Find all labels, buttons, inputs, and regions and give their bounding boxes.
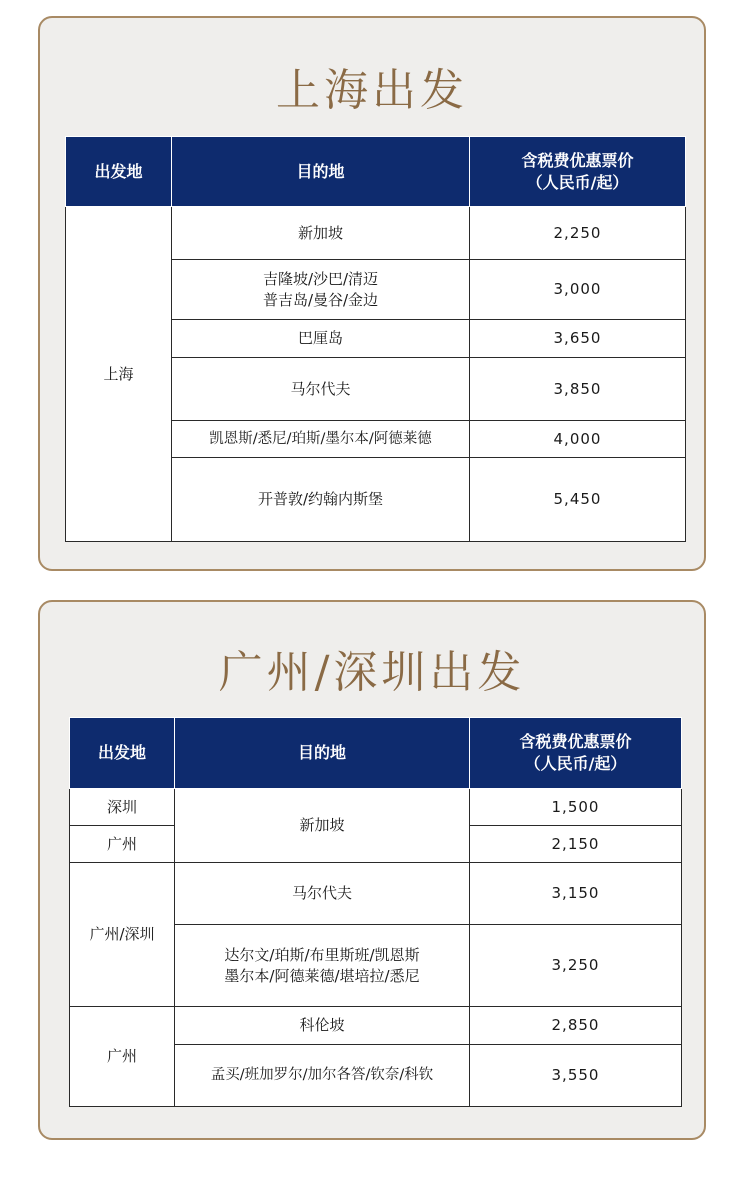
destination-cell: 科伦坡 bbox=[175, 1007, 470, 1045]
destination-cell: 马尔代夫 bbox=[172, 358, 470, 421]
table-row bbox=[70, 789, 682, 826]
price-cell: 3,000 bbox=[470, 260, 686, 320]
destination-cell: 马尔代夫 bbox=[175, 863, 470, 925]
destination-cell: 吉隆坡/沙巴/清迈 普吉岛/曼谷/金边 bbox=[172, 260, 470, 320]
price-cell: 5,450 bbox=[470, 458, 686, 542]
fare-table bbox=[65, 136, 686, 542]
price-cell: 3,550 bbox=[470, 1045, 682, 1107]
card-title: 上海出发 bbox=[276, 65, 468, 116]
price-cell: 4,000 bbox=[470, 421, 686, 458]
price-cell: 1,500 bbox=[470, 789, 682, 826]
header-destination: 目的地 bbox=[172, 137, 470, 207]
fare-table bbox=[69, 717, 682, 1107]
price-cell: 3,850 bbox=[470, 358, 686, 421]
table-header-row bbox=[66, 137, 686, 207]
origin-cell: 广州/深圳 bbox=[70, 863, 175, 1007]
price-cell: 3,150 bbox=[470, 863, 682, 925]
destination-cell: 孟买/班加罗尔/加尔各答/钦奈/科钦 bbox=[175, 1045, 470, 1107]
table-row bbox=[66, 207, 686, 260]
destination-cell: 凯恩斯/悉尼/珀斯/墨尔本/阿德莱德 bbox=[172, 421, 470, 458]
header-price: 含税费优惠票价 （人民币/起） bbox=[470, 137, 686, 207]
header-origin: 出发地 bbox=[66, 137, 172, 207]
price-cell: 3,650 bbox=[470, 320, 686, 358]
destination-cell: 新加坡 bbox=[172, 207, 470, 260]
destination-cell: 巴厘岛 bbox=[172, 320, 470, 358]
price-cell: 2,250 bbox=[470, 207, 686, 260]
destination-cell: 开普敦/约翰内斯堡 bbox=[172, 458, 470, 542]
table-header-row bbox=[70, 718, 682, 789]
card-title: 广州/深圳出发 bbox=[218, 647, 526, 698]
price-cell: 2,850 bbox=[470, 1007, 682, 1045]
origin-cell: 深圳 bbox=[70, 789, 175, 826]
table-row bbox=[70, 1007, 682, 1045]
price-cell: 2,150 bbox=[470, 826, 682, 863]
origin-cell: 广州 bbox=[70, 1007, 175, 1107]
price-cell: 3,250 bbox=[470, 925, 682, 1007]
table-row bbox=[70, 863, 682, 925]
header-price: 含税费优惠票价 （人民币/起） bbox=[470, 718, 682, 789]
destination-cell: 新加坡 bbox=[175, 789, 470, 863]
origin-cell: 广州 bbox=[70, 826, 175, 863]
destination-cell: 达尔文/珀斯/布里斯班/凯恩斯 墨尔本/阿德莱德/堪培拉/悉尼 bbox=[175, 925, 470, 1007]
header-destination: 目的地 bbox=[175, 718, 470, 789]
header-origin: 出发地 bbox=[70, 718, 175, 789]
origin-cell: 上海 bbox=[66, 207, 172, 542]
guangzhou-shenzhen-departure-card bbox=[38, 600, 706, 1140]
shanghai-departure-card bbox=[38, 16, 706, 571]
